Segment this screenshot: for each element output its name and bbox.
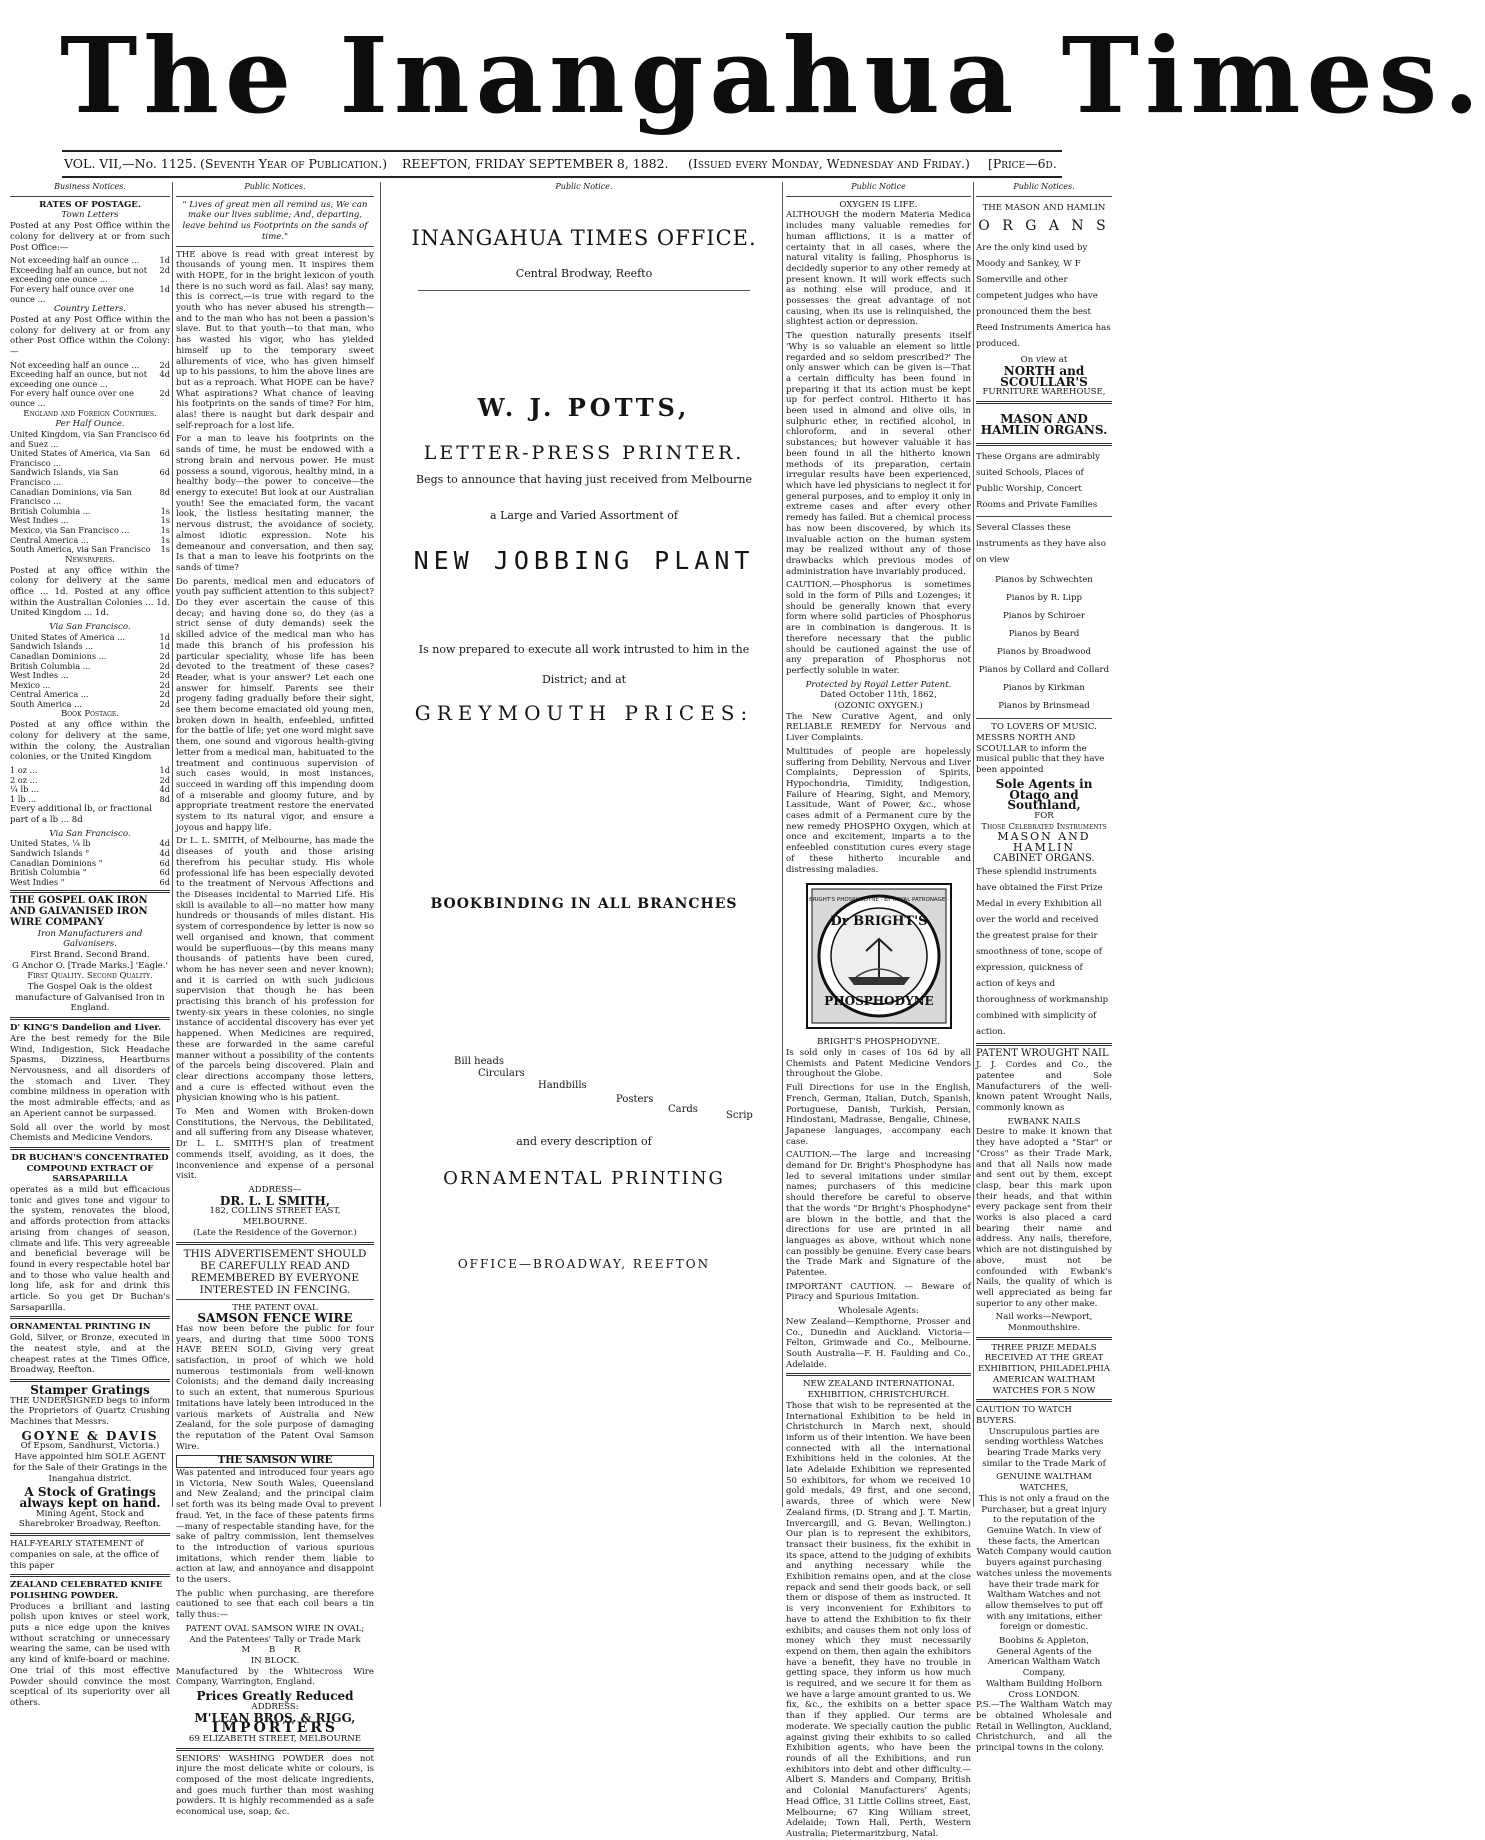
issue-days: (Issued every Monday, Wednesday and Friday.) — [688, 156, 970, 171]
paragraph: FOR — [1034, 810, 1054, 821]
prices-reduced: Prices Greatly Reduced — [196, 1689, 354, 1704]
paragraph: Are the only kind used by Moody and Sankey, W F Somerville and other competent judges who have pronounced them the best Reed Instruments America has produced. — [976, 243, 1111, 350]
price: [Price—6d. — [988, 156, 1057, 171]
rate-label: Exceeding half an ounce, but not exceeding one ounce ... — [10, 264, 148, 285]
piano-list — [976, 571, 1112, 715]
rate-label: 1 oz ... — [10, 764, 38, 775]
rate-label: Canadian Dominions ... — [10, 650, 107, 661]
rate-value: 6d — [159, 448, 170, 459]
samson-title: SAMSON FENCE WIRE — [197, 1311, 353, 1326]
rate-value: 6d — [159, 867, 170, 878]
assortment: a Large and Varied Assortment of — [490, 509, 678, 523]
paragraph: This is not only a fraud on the Purchaser, but a great injury to the reputation of the Genuine Watch. In view of these facts, the American Watch Company would caution buyers against purchasing watches unless the movements have their trade mark for Waltham Watches and not allow themselves to put off with any imitations, either foreign or domestic. — [976, 1493, 1112, 1633]
goyne-davis: GOYNE & DAVIS — [21, 1428, 159, 1443]
piano-item: Pianos by Schwechten — [995, 575, 1093, 586]
subheading: EWBANK NAILS — [1007, 1116, 1081, 1127]
subheading: GENUINE WALTHAM WATCHES, — [996, 1472, 1092, 1494]
subheading: Per Half Ounce. — [55, 419, 125, 430]
column-rule — [172, 182, 173, 1507]
lovers-music: TO LOVERS OF MUSIC. — [991, 722, 1097, 733]
phosphodyne-seal-icon — [804, 881, 954, 1031]
rate-value: 4d — [159, 848, 170, 859]
paragraph: CAUTION.—The large and increasing demand for Dr. Bright's Phosphodyne has led to several imitations under similar names; purchasers of this medicine should therefore be careful to observe that the words "Dr Bright's Phosphodyne" are blown in the bottle, and that the directions for use are printed in all languages as above, without which none can possibly be genuine. Every case bears the Trade Mark and Signature of the Patentee. — [786, 1150, 971, 1279]
smith-name: DR. L. L SMITH, — [219, 1193, 331, 1208]
paragraph: New Zealand—Kempthorne, Prosser and Co., Dunedin and Auckland. Victoria—Felton, Grimwade and Co., Melbourne. South Australia—F. H. Faulding and Co., Adelaide. — [786, 1316, 971, 1370]
paragraph: The Gospel Oak is the oldest manufacture of Galvanised Iron in England. — [15, 982, 165, 1014]
paragraph: Was patented and introduced four years ago in Victoria, New South Wales, Queensland and New Zealand; and the principal claim set forth was its being made Oval to prevent fraud. Yet, in the face of these patents firms—many of respectable standing have, for the sake of paltry commission, lent themselves to the introduction of various spurious imitations, which render them liable to action at law, and annoyance and disappoint to the users. — [176, 1468, 374, 1586]
rate-value: 4d — [159, 369, 170, 380]
paragraph: MESSRS NORTH AND SCOULLAR to inform the musical public that they have been appointed — [976, 733, 1105, 776]
paragraph: Mining Agent, Stock and Sharebroker Broadway, Reefton. — [18, 1508, 162, 1530]
rate-label: West Indies " — [10, 876, 65, 887]
column-organs — [976, 182, 1112, 1754]
paragraph: operates as a mild but efficacious tonic and gives tone and vigour to the system, renovates the blood, and affords protection from attacks arising from changes of season, climate and life. This very agreeable and beneficial beverage will be found in every respectable hotel bar and to those who value health and long life, ask for and drink this article. So you get Dr Buchan's Sarsaparilla. — [10, 1185, 170, 1313]
rate-value: 4d — [159, 784, 170, 795]
paragraph: Desire to make it known that they have adopted a "Star" or "Cross" as their Trade Mark, and that all Nails now made and sent out by them, except clasp, bear this mark upon their heads, and that within every package sent from their works is also placed a card bearing their name and address. Any nails, therefore, which are not distinguished by above, must not be confounded with Ewbank's Nails, the quality of which is well appreciated as being far superior to any other make. — [976, 1127, 1112, 1309]
paragraph: Those Celebrated Instruments — [981, 821, 1107, 832]
rate-value: 2d — [159, 774, 170, 785]
bookbinding: BOOKBINDING IN ALL BRANCHES — [430, 895, 738, 912]
place-date: REEFTON, FRIDAY SEPTEMBER 8, 1882. — [402, 156, 669, 171]
book-rates-table — [10, 766, 170, 804]
paragraph: Posted at any office within the colony for delivery at the same, within the colony, the Australian colonies, or the United Kingdom — [10, 720, 170, 763]
paragraph: Several Classes these instruments as they have also on view — [976, 523, 1106, 566]
stock-notice: A Stock of Gratings always kept on hand. — [19, 1485, 161, 1510]
column-phosphodyne — [786, 182, 971, 1839]
rate-label: British Columbia " — [10, 867, 87, 878]
paragraph: IN BLOCK. — [250, 1656, 300, 1666]
rate-label: 1 lb ... — [10, 793, 37, 804]
subheading: THREE PRIZE MEDALS RECEIVED AT THE GREAT EXHIBITION, PHILADELPHIA — [978, 1342, 1110, 1375]
paragraph: Has now been before the public for four years, and during that time 5000 TONS HAVE BEEN SOLD, Giving very great satisfaction, in proof of which we hold numerous testimonials from well-known Colonists; and the demand daily increasing to such an extent, that numerous Spurious Imitations have lately been introduced in the various markets of Australia and New Zealand, for the sole purpose of damaging the reputation of the Patent Oval Samson Wire. — [176, 1323, 374, 1452]
paragraph: Multitudes of people are hopelessly suffering from Debility, Nervous and Liver Complaints, Depression of Spirits, Hypochondria, Timidity, Indigestion, Failure of Hearing, Sight, and Memory, Lassitude, Want of Power, &c., whose cases admit of a Permanent cure by the new remedy PHOSPHO Oxygen, which at once and excitement, imparts a to the enfeebled constitution cures every stage of these hitherto incurable and distressing maladies. — [786, 746, 971, 875]
sole-agents: Sole Agents in Otago and Southland, — [995, 776, 1093, 813]
paragraph: Produces a brilliant and lasting polish upon knives or steel work, puts a nice edge upon the knives without scratching or unnecessary wearing the same, can be used with any kind of knife-board or machine. One trial of this most effective Powder should convince the most sceptical of its superiority over all others. — [10, 1601, 170, 1708]
rate-label: Sandwich Islands ... — [10, 641, 94, 652]
paragraph: These Organs are admirably suited Schools, Places of Public Worship, Concert Rooms and Private Families — [976, 452, 1100, 511]
subheading: Town Letters — [61, 210, 119, 221]
rate-value: 6d — [159, 467, 170, 478]
cards: Cards — [668, 1104, 698, 1116]
paragraph: CAUTION.—Phosphorus is sometimes sold in the form of Pills and Lozenges; it should be generally known that every form where solid particles of Phosphorus are in combination is dangerous. It is therefore necessary that the public should be cautioned against the use of any preparation of Phosphorus not perfectly soluble in water. — [786, 580, 971, 676]
divider — [418, 290, 750, 291]
greymouth-prices: GREYMOUTH PRICES: — [414, 701, 754, 726]
paragraph: THE above is read with great interest by thousands of young men. It inspires them with HOPE, for in the bright lexicon of youth there is no such word as fail. Alas! say many, this is correct,—is true with regard to the youth who has never abused his strength—and to the man who has not been a passion's slave. But to that youth—to that man, who has wasted his vigor, who has yielded himself up to the temporary sweet allurements of vice, who has given himself up to his passions, to him the above lines are but as a reproach. What HOPE can be have? What aspirations? What chance of leaving his footprints on the sands of time? For him, alas! there is naught but dark despair and self-reproach for a lost life. — [176, 249, 374, 431]
paragraph: Have appointed him SOLE AGENT for the Sale of their Gratings in the Inangahua district. — [13, 1452, 167, 1484]
postage-title: RATES OF POSTAGE. — [39, 199, 141, 210]
rate-label: British Columbia ... — [10, 505, 91, 516]
samson-wire-title: THE SAMSON WIRE — [176, 1455, 374, 1468]
subheading: Country Letters. — [53, 304, 126, 315]
paragraph: First Quality. Second Quality. — [27, 971, 153, 982]
column-times-office — [388, 182, 780, 1507]
paragraph: And the Patentees' Tally or Trade Mark — [189, 1634, 361, 1645]
rate-value: 1d — [159, 255, 170, 266]
rate-row — [10, 878, 170, 888]
ornamental-title: ORNAMENTAL PRINTING IN — [10, 1322, 151, 1333]
rate-value: 2d — [159, 670, 170, 681]
column-business-notices — [10, 182, 170, 1708]
rate-value: 1s — [160, 534, 170, 545]
column-header: Public Notices. — [244, 182, 306, 191]
dateline — [62, 150, 1062, 178]
rate-value: 2d — [159, 264, 170, 275]
mason-hamlin-2: MASON AND HAMLIN — [997, 830, 1091, 855]
paragraph: Every additional lb, or fractional part of a lb ... 8d — [10, 804, 153, 826]
office-address: Central Brodway, Reefto — [515, 267, 653, 281]
zealand-title: ZEALAND CELEBRATED KNIFE POLISHING POWDER. — [10, 1580, 163, 1601]
rate-label: For every half ounce over one ounce ... — [10, 284, 135, 304]
piano-item: Pianos by Collard and Collard — [978, 665, 1110, 676]
paragraph: Gold, Silver, or Bronze, executed in the neatest style, and at the cheapest rates at the Times Office, Broadway, Reefton. — [10, 1333, 170, 1376]
patent-nail-title: PATENT WROUGHT NAIL — [976, 1048, 1109, 1060]
subheading: BRIGHT'S PHOSPHODYNE. — [817, 1037, 940, 1048]
paragraph: J. J. Cordes and Co., the patentee and Sole Manufacturers of the well-known patent Wrought Nails, commonly known as — [976, 1060, 1112, 1113]
office-title: INANGAHUA TIMES OFFICE. — [411, 225, 757, 250]
rate-label: South America ... — [10, 698, 82, 709]
paragraph: (OZONIC OXYGEN.) — [834, 701, 923, 712]
piano-item: Pianos by Kirkman — [1003, 683, 1085, 694]
rate-row — [10, 370, 170, 389]
paragraph: Dated October 11th, 1862, — [820, 690, 937, 701]
rate-row — [10, 795, 170, 805]
north-scoullar: NORTH and SCOULLAR'S — [1000, 363, 1088, 389]
paragraph: Posted at any Post Office within the colony for delivery at or from such Post Office:— — [10, 221, 170, 253]
volume-number: VOL. VII,—No. 1125. — [64, 156, 197, 171]
column-public-notices — [176, 182, 374, 1818]
importers: IMPORTERS — [212, 1720, 338, 1737]
mlean-bros: M'LEAN BROS. & RIGG, — [194, 1710, 356, 1725]
rate-row — [10, 430, 170, 449]
paragraph: Are the best remedy for the Bile Wind, Indigestion, Sick Headache Spasms, Dizziness, Heartburns Nervousness, and all disorders of the stomach and Liver. They combine mildness in operation with the most admirable effects, and as an Aperient cannot be surpassed. — [10, 1033, 170, 1119]
rate-label: 2 oz ... — [10, 774, 38, 785]
paragraph: FURNITURE WAREHOUSE, — [982, 387, 1106, 398]
paragraph: PATENT OVAL SAMSON WIRE IN OVAL; — [185, 1623, 365, 1634]
rate-row — [10, 285, 170, 304]
piano-item: Pianos by Beard — [1008, 629, 1080, 640]
piano-item: Pianos by Schiroer — [1002, 611, 1086, 622]
paragraph: Do parents, medical men and educators of youth pay sufficient attention to this subject? Do they ever ascertain the cause of this decay; and having done so, do they (as a strict sense of duty demands) seek the skilled advice of the medical man who has made this branch of his profession his particular speciality, whose life has been devoted to the treatment of these cases? Reader, what is your answer? Let each one answer for himself. Parents see their progeny fading gradually before their sight, see them become emaciated old young men, broken down in health, enfeebled, unfitted for the battle of life; yet one word might save them, one sound and vigorous health-giving letter from a medical man, habituated to the treatment and continuous supervision of such cases would, in most instances, succeed in warding off this impending doom of a miserable and gloomy future, and by appropriate treatment restore the enervated system to its natural vigor, and ensure a joyous and happy life. — [176, 576, 374, 833]
subheading: England and Foreign Countries. — [23, 408, 157, 419]
stamper-title: Stamper Gratings — [30, 1382, 150, 1397]
rate-value: 2d — [159, 388, 170, 399]
rate-row — [10, 545, 170, 555]
column-header: Public Notice — [851, 182, 906, 191]
rate-value: 1s — [160, 525, 170, 536]
rate-label: Exceeding half an ounce, but not exceeding one ounce ... — [10, 369, 148, 389]
paragraph: The public when purchasing, are therefore cautioned to see that each coil bears a tin tally thus:— — [176, 1588, 374, 1621]
buchan-title: DR BUCHAN'S CONCENTRATED COMPOUND EXTRACT OF SARSAPARILLA — [11, 1152, 169, 1185]
address-label: ADDRESS— — [248, 1184, 302, 1195]
rate-value: 2d — [159, 689, 170, 700]
rate-label: ¼ lb ... — [10, 784, 39, 795]
subheading: Via San Francisco. — [49, 622, 131, 633]
address-label: ADDRESS: — [251, 1701, 299, 1712]
mason-hamlin-title: THE MASON AND HAMLIN — [982, 202, 1106, 213]
rate-label: Canadian Dominions, via San Francisco ... — [10, 486, 132, 507]
rate-row — [10, 389, 170, 408]
rate-value: 2d — [159, 359, 170, 370]
column-rule — [973, 182, 974, 1507]
paragraph: SENIORS' WASHING POWDER does not injure the most delicate white or colours, is composed of the most delicate ingredients, and goes much further than most washing powders. It is highly recommended as a safe economical use, soap, &c. — [176, 1753, 374, 1818]
cabinet-organs: CABINET ORGANS. — [993, 852, 1095, 864]
rate-label: United Kingdom, via San Francisco and Suez ... — [10, 429, 157, 449]
circulars: Circulars — [478, 1068, 525, 1080]
rate-label: Sandwich Islands " — [10, 848, 90, 859]
column-header: Business Notices. — [54, 182, 126, 191]
rate-value: 1s — [160, 505, 170, 516]
rate-value: 1d — [159, 764, 170, 775]
rate-label: British Columbia ... — [10, 660, 91, 671]
rate-label: United States of America, via San Francisco ... — [10, 448, 151, 468]
rate-value: 6d — [159, 876, 170, 887]
foreign-rates-table — [10, 430, 170, 555]
king-title: D' KING'S Dandelion and Liver. — [10, 1023, 162, 1034]
rate-row — [10, 266, 170, 285]
district-text: District; and at — [541, 673, 627, 687]
rate-value: 6d — [159, 857, 170, 868]
organs-title: O R G A N S — [978, 218, 1110, 235]
column-rule — [380, 182, 381, 1507]
subheading: Via San Francisco. — [49, 828, 131, 839]
seal-top-text: Dr BRIGHT'S — [830, 914, 927, 930]
address: 182, COLLINS STREET EAST, MELBOURNE. — [209, 1206, 341, 1228]
paragraph: Manufactured by the Whitecross Wire Company, Warrington, England. — [176, 1666, 374, 1688]
rate-value: 1d — [159, 284, 170, 294]
rate-value: 1d — [159, 631, 170, 642]
rate-value: 4d — [159, 838, 170, 849]
rate-label: West Indies ... — [10, 515, 69, 526]
rate-row — [10, 700, 170, 710]
paragraph: First Brand. Second Brand. — [30, 949, 150, 960]
year-of-publication: (Seventh Year of Publication.) — [200, 156, 388, 171]
paragraph: On view at — [1020, 355, 1068, 366]
piano-item: Pianos by Brinsmead — [998, 701, 1090, 712]
fencing-advert: THIS ADVERTISEMENT SHOULD BE CAREFULLY READ AND REMEMBERED BY EVERYONE INTERESTED IN FENCING. — [183, 1247, 367, 1296]
paragraph: Iron Manufacturers and Galvanisers. — [37, 928, 143, 950]
piano-item: Pianos by Broadwood — [996, 647, 1092, 658]
mh-organs-title: MASON AND HAMLIN ORGANS. — [980, 411, 1108, 437]
paragraph: Waltham Building Holborn Cross LONDON. — [985, 1678, 1103, 1700]
rate-row — [10, 449, 170, 468]
rate-label: For every half ounce over one ounce ... — [10, 388, 135, 409]
rate-label: Central America ... — [10, 689, 89, 700]
paragraph: Unscrupulous parties are sending worthless Watches bearing Trade Marks very similar to the Trade Mark of — [982, 1426, 1106, 1469]
paragraph: Of Epsom, Sandhurst, Victoria.) — [20, 1441, 160, 1452]
seal-bottom-text: PHOSPHODYNE — [823, 994, 934, 1009]
seal-ring-text: BRIGHT'S PHOSPHODYNE · BY ROYAL PATRONAGE · — [808, 897, 949, 904]
rate-label: Not exceeding half an ounce ... — [10, 359, 140, 370]
oxygen-title: OXYGEN IS LIFE. — [839, 199, 918, 210]
jobbing-plant: NEW JOBBING PLANT — [413, 545, 755, 575]
address: 69 ELIZABETH STREET, MELBOURNE — [188, 1733, 362, 1744]
printer-name: W. J. POTTS, — [477, 393, 691, 423]
rate-label: Mexico, via San Francisco ... — [10, 525, 130, 536]
paragraph: General Agents of the American Waltham Watch Company, — [987, 1646, 1101, 1679]
exhibition-title: NEW ZEALAND INTERNATIONAL EXHIBITION, CHRISTCHURCH. — [802, 1379, 955, 1401]
paragraph: THE UNDERSIGNED begs to inform the Proprietors of Quartz Crushing Machines that Messrs. — [10, 1395, 170, 1428]
prepared-text: Is now prepared to execute all work intrusted to him in the — [418, 642, 750, 656]
paragraph: Full Directions for use in the English, French, German, Italian, Dutch, Spanish, Portuguese, Danish, Turkish, Persian, Hindostani, Madrasse, Bengalie, Chinese, Japanese languages, accompany each case. — [786, 1083, 971, 1147]
rate-label: Not exceeding half an ounce ... — [10, 255, 140, 266]
town-rates-table — [10, 256, 170, 304]
rate-value: 1s — [160, 515, 170, 526]
paragraph: Posted at any Post Office within the colony for delivery at or from any other Post Office within the Colony:— — [10, 314, 170, 357]
printing-types — [388, 1047, 780, 1122]
paragraph: Protected by Royal Letter Patent. — [805, 679, 952, 690]
rate-row — [10, 468, 170, 487]
paragraph: (Late the Residence of the Governor.) — [193, 1227, 357, 1238]
paragraph: For a man to leave his footprints on the sands of time, he must be endowed with a strong brain and nervous power. He must possess a sound, vigorous, healthy mind, in a healthy body—the power to conceive—the energy to execute! But look at our Australian youth! See the emaciated form, the vacant look, the listless hesitating manner, the nervous distrust, the avoidance of society, almost idiotic expression. Note his demeanour and conversation, and then say, Is that a man to leave his footprints on the sands of time? — [176, 434, 374, 573]
paragraph: To Men and Women with Broken-down Constitutions, the Nervous, the Debilitated, and all suffering from any Disease whatever, Dr L. L. SMITH'S plan of treatment commends itself, avoiding, as it does, the inconvenience and expense of a personal visit. — [176, 1107, 374, 1182]
book-sf-rates-table — [10, 839, 170, 887]
rate-label: West Indies ... — [10, 670, 69, 681]
every-description: and every description of — [516, 1135, 652, 1149]
announcement: Begs to announce that having just received from Melbourne — [415, 472, 753, 486]
ornamental-printing: ORNAMENTAL PRINTING — [443, 1168, 725, 1190]
paragraph: IMPORTANT CAUTION. — Beware of Piracy and Spurious Imitation. — [786, 1281, 971, 1303]
gospel-oak-title: THE GOSPEL OAK IRON AND GALVANISED IRON WIRE COMPANY — [10, 895, 148, 928]
bill-heads: Bill heads — [454, 1056, 504, 1068]
watch-caution-title: CAUTION TO WATCH BUYERS. — [976, 1405, 1072, 1426]
paragraph: Boobins & Appleton, — [999, 1636, 1089, 1647]
rate-label: Mexico ... — [10, 679, 51, 690]
rate-label: Sandwich Islands, via San Francisco ... — [10, 467, 119, 488]
poem: " Lives of great men all remind us, We can make our lives sublime; And, departing, leave behind us Footprints on the sands of time." — [182, 199, 368, 242]
paragraph: Those that wish to be represented at the International Exhibition to be held in Christchurch in March next, should inform us of their intention. We have been connected with all the international Exhibitions held in the colonies. At the late Adelaide Exhibition we represented 50 exhibitors, for whom we received 10 gold medals, 49 first, and one second, awards, three of which were New Zealand firms, (D. Strang and J. T. Martin, Invercargill, and G. Bevan, Wellington.) Our plan is to represent the exhibitors, transact their business, fix the exhibit in its space, attend to the judging of exhibits and anything necessary while the Exhibition remains open, and at the close repack and send their goods back, or sell them or dispose of them as instructed. It is very inconvenient for Exhibitors to have to attend the Exhibition to fix their exhibits, and causes them not only loss of money which they must necessarily expend on them, then again the exhibitors have a benefit, they have no trouble in getting space, they inform us how much is required, and we secure it for them as we have a large amount granted to us. We fix, &c., the exhibits on a better space than if they applied. Our terms are moderate. We specially caution the public against giving their exhibits to so called Exhibition agents, who have been the rounds of all the Exhibitions, and run exhibitors into debt and other difficulty.—Albert S. Manders and Company, British and Colonial Manufacturers' Agents; Head Office, 31 Little Collins street, East, Melbourne; 67 King William street, Adelaide; Town Hall, Perth, Western Australia; Pietermaritzburg, Natal. — [786, 1400, 971, 1839]
subheading: AMERICAN WALTHAM WATCHES FOR 5 NOW — [992, 1374, 1096, 1396]
masthead-title: The Inangahua Times. — [60, 14, 1485, 137]
paragraph: Nail works—Newport, Monmouthshire. — [995, 1312, 1093, 1334]
column-header: Public Notices. — [1013, 182, 1075, 191]
paragraph: These splendid instruments have obtained the First Prize Medal in every Exhibition all over the world and received the greatest praise for their smoothness of tone, scope of expression, quickness of action of keys and thoroughness of workmanship combined with simplicity of action. — [976, 867, 1109, 1038]
rate-value: 2d — [159, 679, 170, 690]
rate-row — [10, 488, 170, 507]
rate-value: 1s — [160, 544, 170, 555]
column-header: Public Notice. — [555, 182, 613, 191]
paragraph: The question naturally presents itself 'Why is so valuable an element so little regarded and so seldom prescribed?' The only answer which can be given is—That a certain difficulty has been found in preparing it that its action must be kept up for perfect control. Hitherto it has been used in almond and olive oils, in sulphuric ether, in rectified alcohol, in chloroform, and in several other substances; but however valuable it has been found in all the hitherto known methods of its preparation, certain irregular results have been experienced, which have led physicians to neglect it for general purposes, and to employ it only in extreme cases and after every other remedy has failed. But a chemical process has now been discovered, by which its invaluable action on the human system may be realized without any of those drawbacks which previous modes of administration have invariably produced. — [786, 331, 971, 577]
column-rule — [782, 182, 783, 1507]
subheading: Newspapers. — [65, 554, 115, 565]
letterpress: LETTER-PRESS PRINTER. — [423, 441, 745, 464]
scrip: Scrip — [726, 1110, 753, 1122]
rate-label: Central America ... — [10, 534, 89, 545]
office-footer: OFFICE—BROADWAY, REEFTON — [457, 1256, 711, 1271]
subheading: Wholesale Agents: — [838, 1306, 919, 1317]
rate-value: 2d — [159, 698, 170, 709]
rate-label: United States, ¼ lb — [10, 838, 91, 849]
rate-value: 8d — [159, 793, 170, 804]
handbills: Handbills — [538, 1080, 587, 1092]
paragraph: HALF-YEARLY STATEMENT of companies on sale, at the office of this paper — [10, 1539, 159, 1571]
paragraph: ALTHOUGH the modern Materia Medica includes many valuable remedies for human afflictions, it is a matter of certainty that in all cases, where the natural vitality is failing, Phosphorus is decidedly superior to any other remedy at present known. It will work effects such as nothing else will produce, and it possesses the great advantage of not causing, when its use is relinquished, the slightest action or depression. — [786, 210, 971, 328]
rate-value: 2d — [159, 650, 170, 661]
rate-value: 2d — [159, 660, 170, 671]
rate-label: Canadian Dominions " — [10, 857, 103, 868]
piano-item: Pianos by R. Lipp — [1006, 593, 1082, 604]
rate-label: United States of America ... — [10, 631, 125, 642]
paragraph: Posted at any office within the colony for delivery at the same office ... 1d. Posted at any office within the Australian Colonies ... 1d. United Kingdom ... 1d. — [10, 565, 170, 619]
posters: Posters — [616, 1094, 654, 1106]
paragraph: Sold all over the world by most Chemists and Medicine Vendors. — [10, 1122, 170, 1144]
paragraph: Is sold only in cases of 10s 6d by all Chemists and Patent Medicine Vendors throughout the Globe. — [786, 1048, 971, 1080]
country-rates-table — [10, 361, 170, 409]
subheading: Book Postage. — [60, 709, 120, 720]
subheading: THE PATENT OVAL — [232, 1302, 318, 1313]
paragraph: P.S.—The Waltham Watch may be obtained Wholesale and Retail in Wellington, Auckland, Christchurch, and all the principal towns in the colony. — [976, 1700, 1112, 1754]
rate-value: 6d — [159, 429, 170, 440]
rate-value: 8d — [159, 486, 170, 497]
paragraph: Dr L. L. SMITH, of Melbourne, has made the diseases of youth and those arising therefrom his peculiar study. His whole professional life has been especially devoted to the treatment of Nervous Affections and the Diseases incidental to Married Life. His skill is available to all—no matter how many hundreds or thousands of miles distant. His system of correspondence by letter is now so well organised and known, that comment would be superfluous—(by this means many thousands of patients have been cured, whom he has never seen and never known); and it is carried on with such judicious supervision that though he has been practising this branch of his profession for twenty-six years in these colonies, no single instance of accidental discovery has ever yet happened. When Medicines are required, these are forwarded in the same careful manner without a possibility of the contents of the parcels being discovered. Plain and clear directions accompany those letters, and a cure is effected without even the physician knowing who is his patient. — [176, 836, 374, 1104]
rate-value: 1d — [159, 641, 170, 652]
newspaper-rates-table — [10, 633, 170, 710]
rate-label: South America, via San Francisco — [10, 544, 151, 555]
paragraph: G Anchor O. [Trade Marks.] 'Eagle.' — [12, 960, 168, 971]
trade-mark: M B R — [241, 1645, 309, 1656]
paragraph: The New Curative Agent, and only RELIABLE REMEDY for Nervous and Liver Complaints. — [786, 711, 971, 744]
